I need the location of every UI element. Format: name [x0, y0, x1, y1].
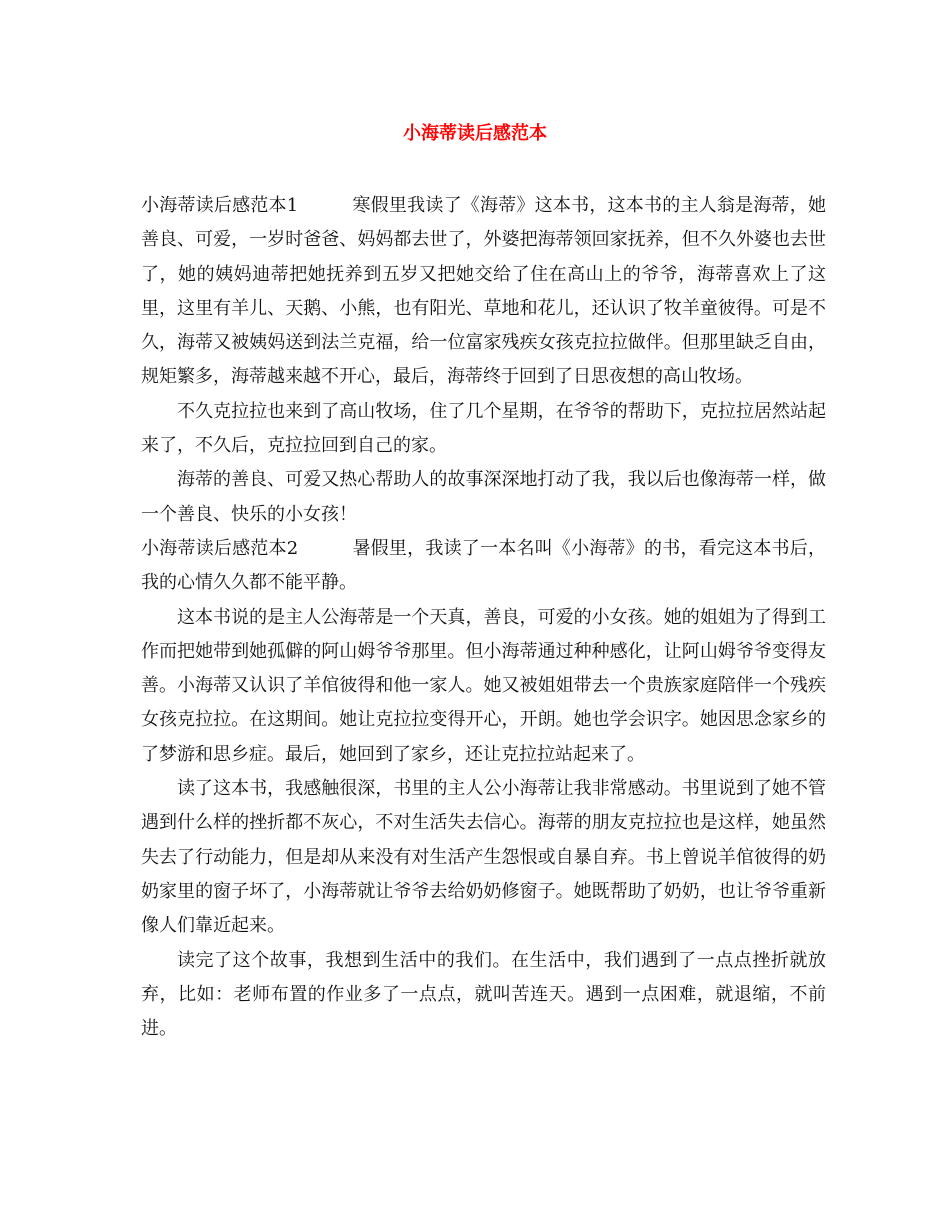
document-body: [141, 189, 826, 1046]
essay-1-heading: 小海蒂读后感范本1: [141, 195, 299, 216]
essay-1-paragraph: 不久克拉拉也来到了高山牧场，住了几个星期，在爷爷的帮助下，克拉拉居然站起来了，不久后，克拉拉回到自己的家。: [141, 400, 826, 457]
essay-1-first-paragraph: 寒假里我读了《海蒂》这本书，这本书的主人翁是海蒂，她善良、可爱，一岁时爸爸、妈妈都去世了，外婆把海蒂领回家抚养，但不久外婆也去世了，她的姨妈迪蒂把她抚养到五岁又把她交给了住在高山上的爷爷，海蒂喜欢上了这里，这里有羊儿、天鹅、小熊，也有阳光、草地和花儿，还认识了牧羊童彼得。可是不久，海蒂又被姨妈送到法兰克福，给一位富家残疾女孩克拉拉做伴。但那里缺乏自由，规矩繁多，海蒂越来越不开心，最后，海蒂终于回到了日思夜想的高山牧场。: [141, 195, 827, 388]
essay-2-first-paragraph: 暑假里，我读了一本名叫《小海蒂》的书，看完这本书后，我的心情久久都不能平静。: [141, 537, 827, 594]
document-title: 小海蒂读后感范本: [403, 123, 547, 144]
essay-1-paragraph: 海蒂的善良、可爱又热心帮助人的故事深深地打动了我，我以后也像海蒂一样，做一个善良、快乐的小女孩！: [141, 469, 826, 525]
essay-2-intro: [141, 532, 826, 601]
essay-2-paragraph: 读完了这个故事，我想到生活中的我们。在生活中，我们遇到了一点点挫折就放弃，比如：老师布置的作业多了一点点，就叫苦连天。遇到一点困难，就退缩，不前进。: [141, 949, 826, 1040]
essay-2-paragraph: 读了这本书，我感触很深，书里的主人公小海蒂让我非常感动。书里说到了她不管遇到什么样的挫折都不灰心，不对生活失去信心。海蒂的朋友克拉拉也是这样，她虽然失去了行动能力，但是却从来没有对生活产生怨恨或自暴自弃。书上曾说羊倌彼得的奶奶家里的窗子坏了，小海蒂就让爷爷去给奶奶修窗子。她既帮助了奶奶，也让爷爷重新像人们靠近起来。: [141, 778, 826, 937]
essay-2-heading: 小海蒂读后感范本2: [141, 537, 299, 559]
essay-2-paragraph: 这本书说的是主人公海蒂是一个天真，善良，可爱的小女孩。她的姐姐为了得到工作而把她带到她孤僻的阿山姆爷爷那里。但小海蒂通过种种感化，让阿山姆爷爷变得友善。小海蒂又认识了羊倌彼得和他一家人。她又被姐姐带去一个贵族家庭陪伴一个残疾女孩克拉拉。在这期间。她让克拉拉变得开心，开朗。她也学会识字。她因思念家乡的了梦游和思乡症。最后，她回到了家乡，还让克拉拉站起来了。: [141, 606, 826, 765]
essay-1-intro: [141, 189, 826, 395]
